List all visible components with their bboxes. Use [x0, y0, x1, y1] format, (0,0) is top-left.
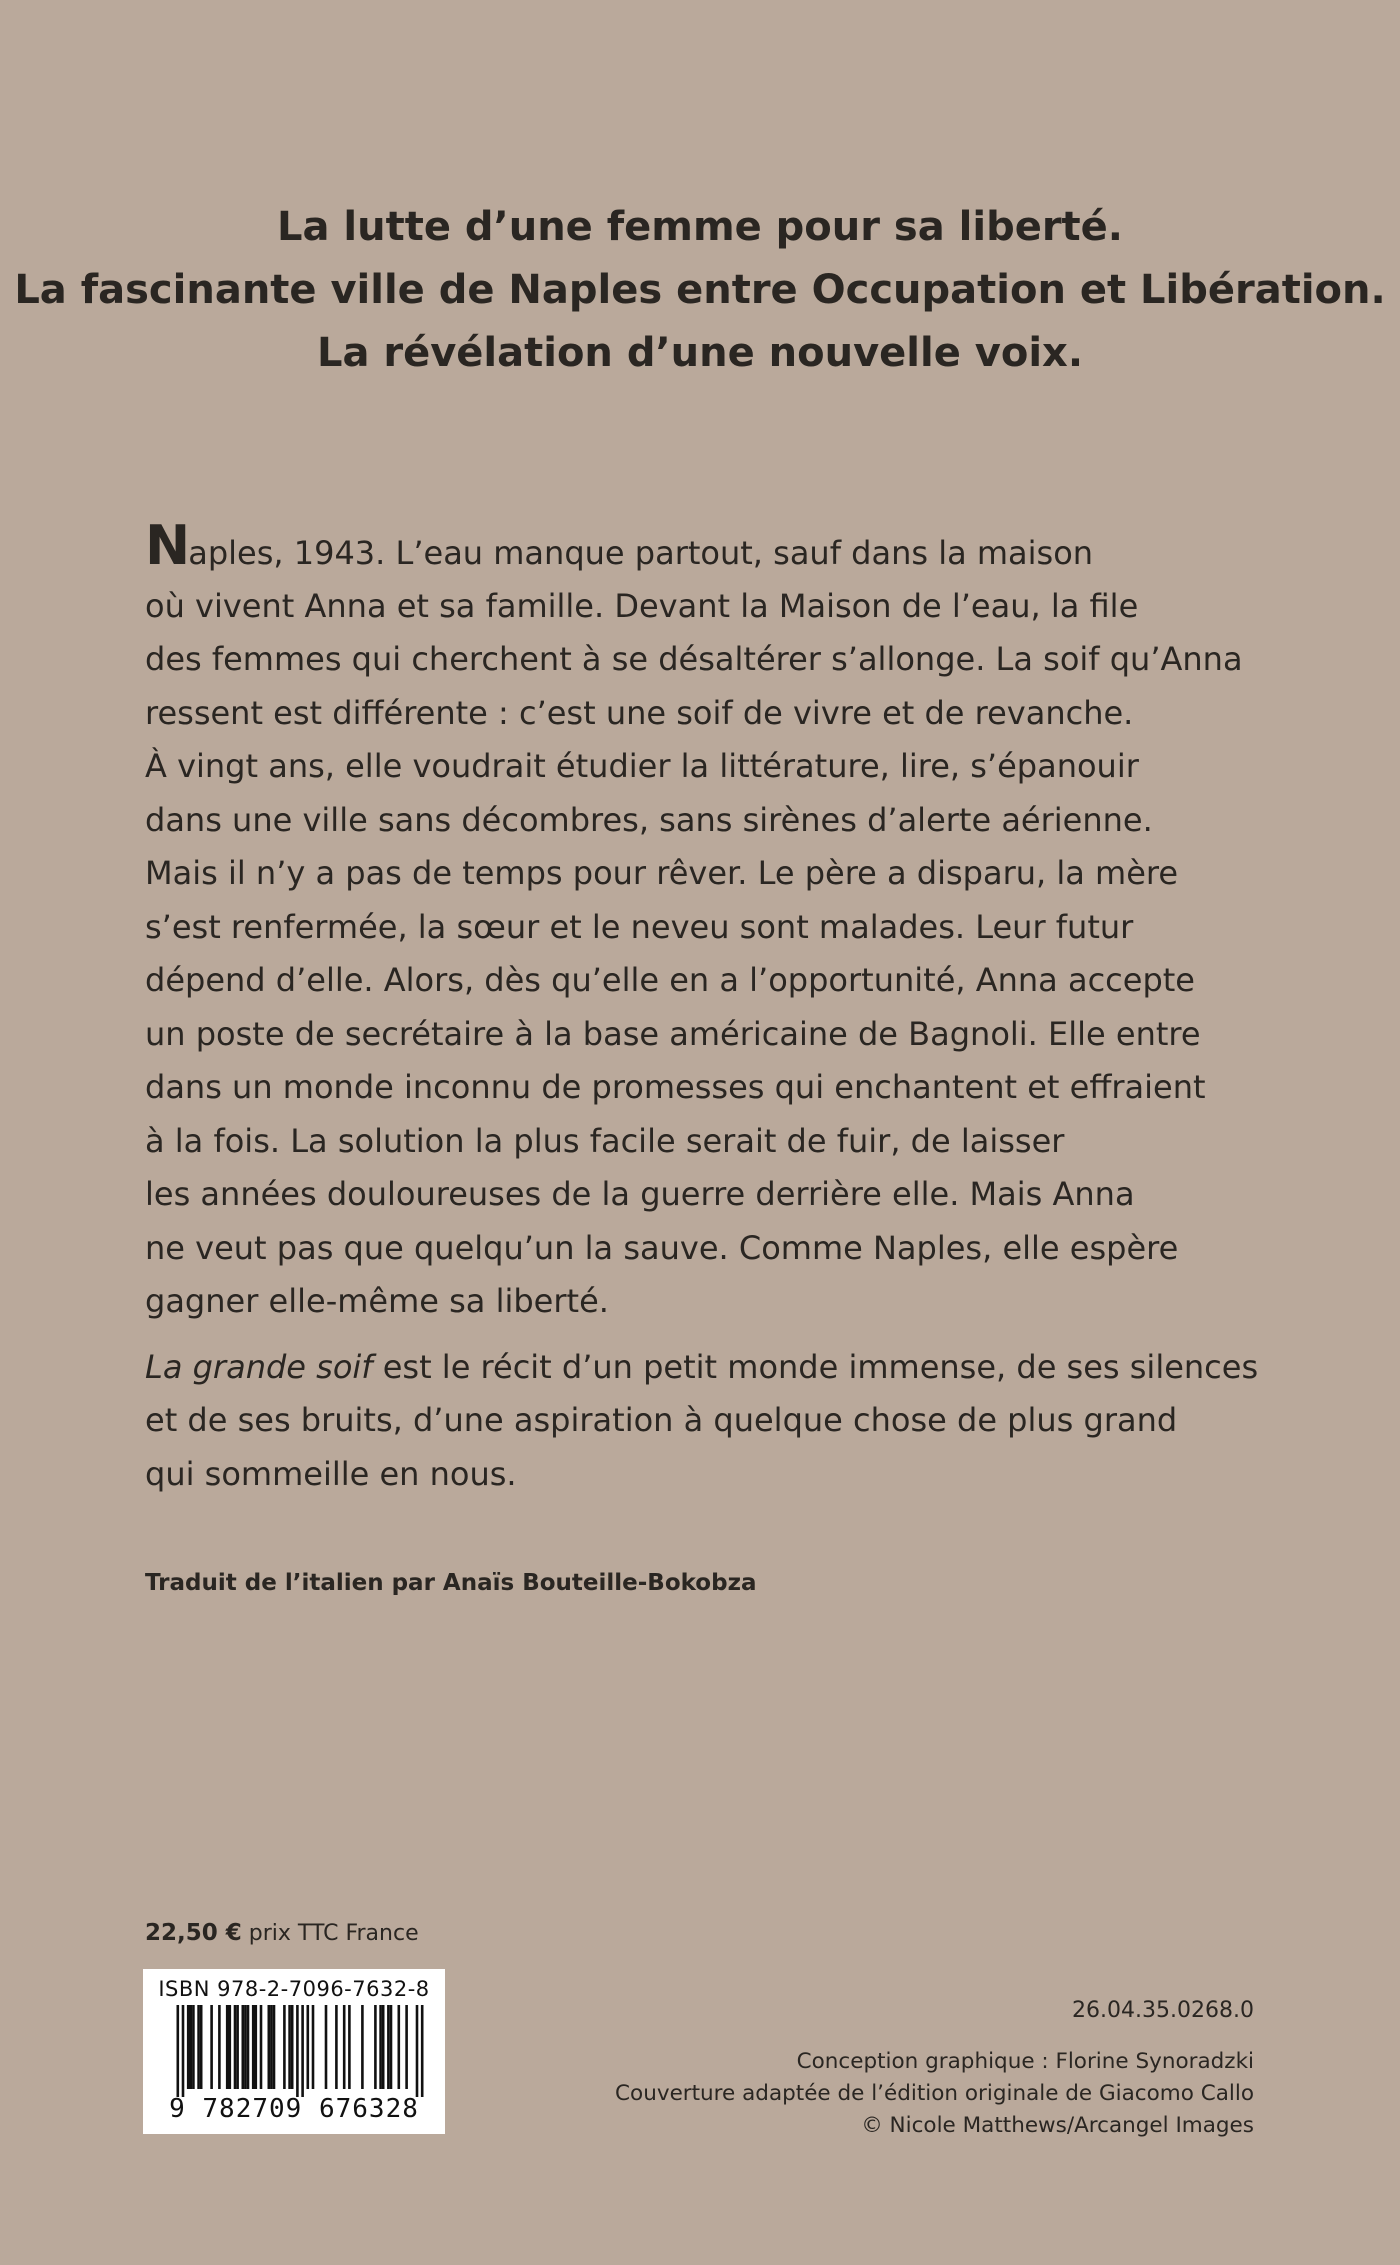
barcode-bar [270, 2005, 273, 2089]
synopsis-closing-paragraph [145, 1341, 1285, 1502]
book-title-italic: La grande soif [145, 1347, 373, 1386]
barcode-bar [335, 2005, 338, 2089]
tagline-line: La révélation d’une nouvelle voix. [316, 330, 1084, 376]
barcode-bar [379, 2005, 382, 2089]
synopsis-line: s’est renfermée, la sœur et le neveu sont malades. Leur futur [145, 907, 1134, 946]
barcode-bar [390, 2005, 393, 2089]
credit-line: Couverture adaptée de l’édition originale de Giacomo Callo [615, 2081, 1254, 2106]
barcode-guard-bar [177, 2005, 180, 2097]
barcode-bar [236, 2005, 239, 2089]
barcode-image [143, 2005, 445, 2105]
synopsis-line: dépend d’elle. Alors, dès qu’elle en a l’opportunité, Anna accepte [145, 961, 1195, 999]
synopsis-line [145, 514, 1285, 580]
barcode-guard-bar [416, 2005, 419, 2097]
synopsis-line: un poste de secrétaire à la base américaine de Bagnoli. Elle entre [145, 1014, 1201, 1053]
barcode-bar [197, 2005, 200, 2089]
barcode-bar [268, 2005, 271, 2089]
barcode-bar [291, 2005, 294, 2089]
barcode-bar [307, 2005, 310, 2089]
barcode-guard-bar [182, 2005, 185, 2097]
synopsis-line: gagner elle-même sa liberté. [145, 1282, 609, 1320]
cover-credits [615, 2046, 1254, 2142]
synopsis-line: à la fois. La solution la plus facile serait de fuir, de laisser [145, 1121, 1065, 1160]
tagline-line: La lutte d’une femme pour sa liberté. [277, 204, 1123, 250]
barcode-bar [244, 2005, 247, 2089]
barcode-bar [288, 2005, 291, 2089]
isbn-label: ISBN 978-2-7096-7632-8 [158, 1977, 430, 2001]
barcode-bar [210, 2005, 213, 2089]
synopsis-line: qui sommeille en nous. [145, 1454, 517, 1493]
barcode-bar [382, 2005, 385, 2089]
translator-credit: Traduit de l’italien par Anaïs Bouteille-Bokobza [145, 1570, 757, 1596]
synopsis-line: Mais il n’y a pas de temps pour rêver. Le père a disparu, la mère [145, 854, 1179, 892]
barcode-bar [348, 2005, 351, 2089]
synopsis-line [145, 1341, 1285, 1395]
barcode-guard-bar [296, 2005, 299, 2097]
barcode-bar [242, 2005, 245, 2089]
barcode-bar [252, 2005, 255, 2089]
synopsis [145, 514, 1285, 1501]
credit-line: Conception graphique : Florine Synoradzki [796, 2049, 1254, 2074]
synopsis-line: ressent est différente : c’est une soif de vivre et de revanche. [145, 693, 1134, 732]
barcode-bar [260, 2005, 263, 2089]
isbn-barcode-box [143, 1969, 445, 2134]
synopsis-line: des femmes qui cherchent à se désaltérer s’allonge. La soif qu’Anna [145, 640, 1243, 678]
price-label: prix TTC France [248, 1921, 419, 1946]
barcode-bar [255, 2005, 258, 2089]
price [145, 1920, 419, 1946]
barcode-bar [226, 2005, 229, 2089]
tagline [0, 196, 1400, 385]
barcode-digits: 9 782709 676328 [169, 2094, 419, 2124]
barcode-bar [192, 2005, 195, 2089]
synopsis-line: dans un monde inconnu de promesses qui enchantent et effraient [145, 1068, 1206, 1106]
barcode-bar [234, 2005, 237, 2089]
drop-cap: N [145, 514, 189, 577]
barcode-guard-bar [421, 2005, 424, 2097]
barcode-bar [387, 2005, 390, 2089]
closing-first-line: est le récit d’un petit monde immense, de ses silences [372, 1347, 1259, 1386]
barcode-bar [229, 2005, 232, 2089]
synopsis-line: les années douloureuses de la guerre derrière elle. Mais Anna [145, 1175, 1135, 1213]
barcode-bar [283, 2005, 286, 2089]
barcode-bar [325, 2005, 328, 2089]
barcode-bar [273, 2005, 276, 2089]
barcode-bar [398, 2005, 401, 2089]
synopsis-line: À vingt ans, elle voudrait étudier la littérature, lire, s’épanouir [145, 747, 1139, 785]
tagline-line: La fascinante ville de Naples entre Occupation et Libération. [14, 267, 1386, 313]
reference-code: 26.04.35.0268.0 [1072, 1998, 1254, 2023]
barcode-bar [247, 2005, 250, 2089]
barcode-guard-bar [301, 2005, 304, 2097]
barcode-bar [200, 2005, 203, 2089]
barcode-bar [374, 2005, 377, 2089]
synopsis-line: où vivent Anna et sa famille. Devant la Maison de l’eau, la file [145, 586, 1139, 625]
synopsis-line: ne veut pas que quelqu’un la sauve. Comme Naples, elle espère [145, 1228, 1179, 1267]
barcode-bar [312, 2005, 315, 2089]
barcode-bar [405, 2005, 408, 2089]
synopsis-line: et de ses bruits, d’une aspiration à quelque chose de plus grand [145, 1401, 1178, 1439]
credit-line: © Nicole Matthews/Arcangel Images [861, 2113, 1254, 2138]
barcode-bar [361, 2005, 364, 2089]
barcode-bar [190, 2005, 193, 2089]
synopsis-first-line: aples, 1943. L’eau manque partout, sauf dans la maison [188, 534, 1094, 572]
price-amount: 22,50 € [145, 1920, 242, 1946]
barcode-bar [218, 2005, 221, 2089]
barcode-bar [343, 2005, 346, 2089]
barcode-bar [187, 2005, 190, 2089]
synopsis-line: dans une ville sans décombres, sans sirènes d’alerte aérienne. [145, 800, 1153, 839]
